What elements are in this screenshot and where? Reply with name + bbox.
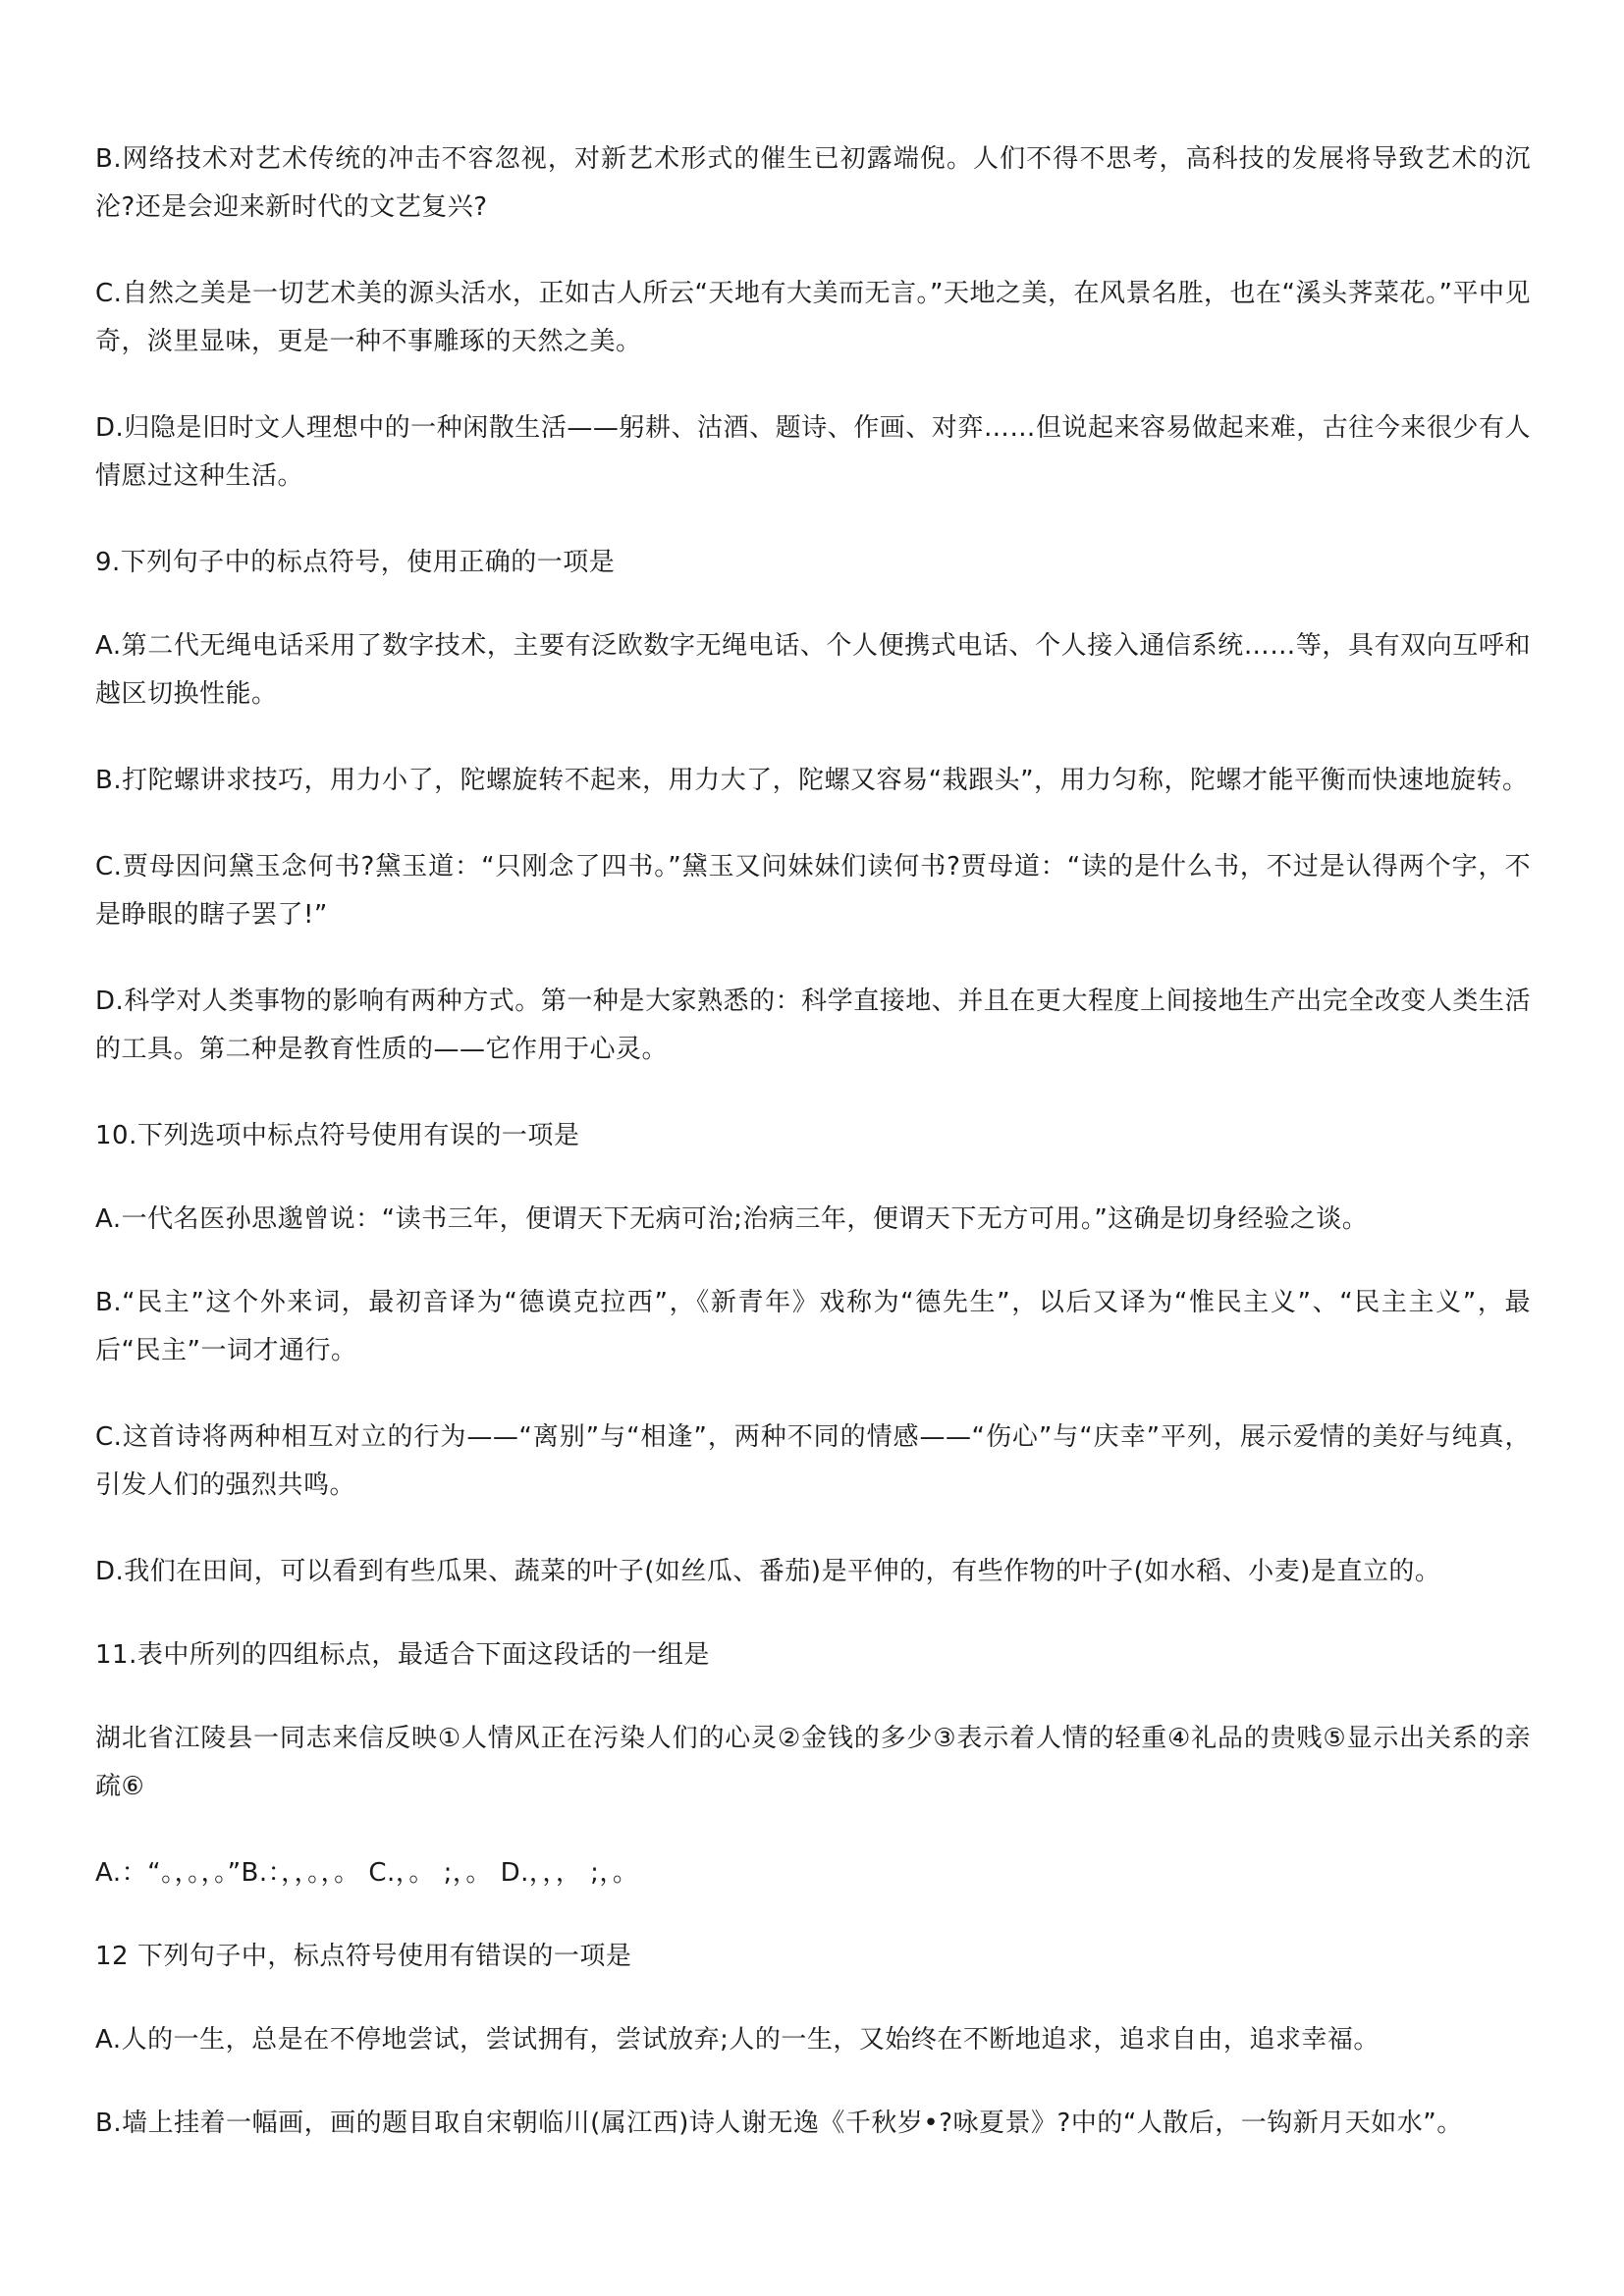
q10-option-c: C.这首诗将两种相互对立的行为——“离别”与“相逢”，两种不同的情感——“伤心”与“庆幸”平列，展示爱情的美好与纯真，引发人们的强烈共鸣。 <box>95 1422 1531 1500</box>
q11-options: A.：“。，。，。”B.：，，。，。 C.，。 ;，。 D.，，， ;，。 <box>95 1858 639 1888</box>
question-12-heading: 12 下列句子中，标点符号使用有错误的一项是 <box>95 1942 632 1971</box>
q9-option-a: A.第二代无绳电话采用了数字技术，主要有泛欧数字无绳电话、个人便携式电话、个人接入通信系统……等，具有双向互呼和越区切换性能。 <box>95 631 1531 709</box>
q9-option-b: B.打陀螺讲求技巧，用力小了，陀螺旋转不起来，用力大了，陀螺又容易“栽跟头”，用力匀称，陀螺才能平衡而快速地旋转。 <box>95 766 1529 795</box>
q11-passage: 湖北省江陵县一同志来信反映①人情风正在污染人们的心灵②金钱的多少③表示着人情的轻重④礼品的贵贱⑤显示出关系的亲疏⑥ <box>95 1724 1531 1801</box>
q10-option-b: B.“民主”这个外来词，最初音译为“德谟克拉西”，《新青年》戏称为“德先生”，以后又译为“惟民主义”、“民主主义”，最后“民主”一词才通行。 <box>95 1288 1531 1365</box>
option-d-paragraph: D.归隐是旧时文人理想中的一种闲散生活——躬耕、沽酒、题诗、作画、对弈……但说起来容易做起来难，古往今来很少有人情愿过这种生活。 <box>95 413 1531 491</box>
option-b-paragraph: B.网络技术对艺术传统的冲击不容忽视，对新艺术形式的催生已初露端倪。人们不得不思考，高科技的发展将导致艺术的沉沦?还是会迎来新时代的文艺复兴? <box>95 144 1531 222</box>
question-9-heading: 9.下列句子中的标点符号，使用正确的一项是 <box>95 548 616 577</box>
question-11-heading: 11.表中所列的四组标点，最适合下面这段话的一组是 <box>95 1640 710 1670</box>
q9-option-c: C.贾母因问黛玉念何书?黛玉道：“只刚念了四书。”黛玉又问妹妹们读何书?贾母道：“读的是什么书，不过是认得两个字，不是睁眼的瞎子罢了!” <box>95 852 1531 930</box>
q12-option-b: B.墙上挂着一幅画，画的题目取自宋朝临川(属江西)诗人谢无逸《千秋岁•?咏夏景》?中的“人散后，一钩新月天如水”。 <box>95 2109 1463 2138</box>
document-body <box>95 135 1531 2186</box>
q12-option-a: A.人的一生，总是在不停地尝试，尝试拥有，尝试放弃;人的一生，又始终在不断地追求，追求自由，追求幸福。 <box>95 2025 1380 2055</box>
question-10-heading: 10.下列选项中标点符号使用有误的一项是 <box>95 1121 580 1150</box>
q9-option-d: D.科学对人类事物的影响有两种方式。第一种是大家熟悉的：科学直接地、并且在更大程度上间接地生产出完全改变人类生活的工具。第二种是教育性质的——它作用于心灵。 <box>95 987 1531 1064</box>
q10-option-d: D.我们在田间，可以看到有些瓜果、蔬菜的叶子(如丝瓜、番茄)是平伸的，有些作物的叶子(如水稻、小麦)是直立的。 <box>95 1557 1441 1586</box>
q10-option-a: A.一代名医孙思邈曾说：“读书三年，便谓天下无病可治;治病三年，便谓天下无方可用。”这确是切身经验之谈。 <box>95 1204 1369 1234</box>
option-c-paragraph: C.自然之美是一切艺术美的源头活水，正如古人所云“天地有大美而无言。”天地之美，在风景名胜，也在“溪头荠菜花。”平中见奇，淡里显味，更是一种不事雕琢的天然之美。 <box>95 279 1531 356</box>
